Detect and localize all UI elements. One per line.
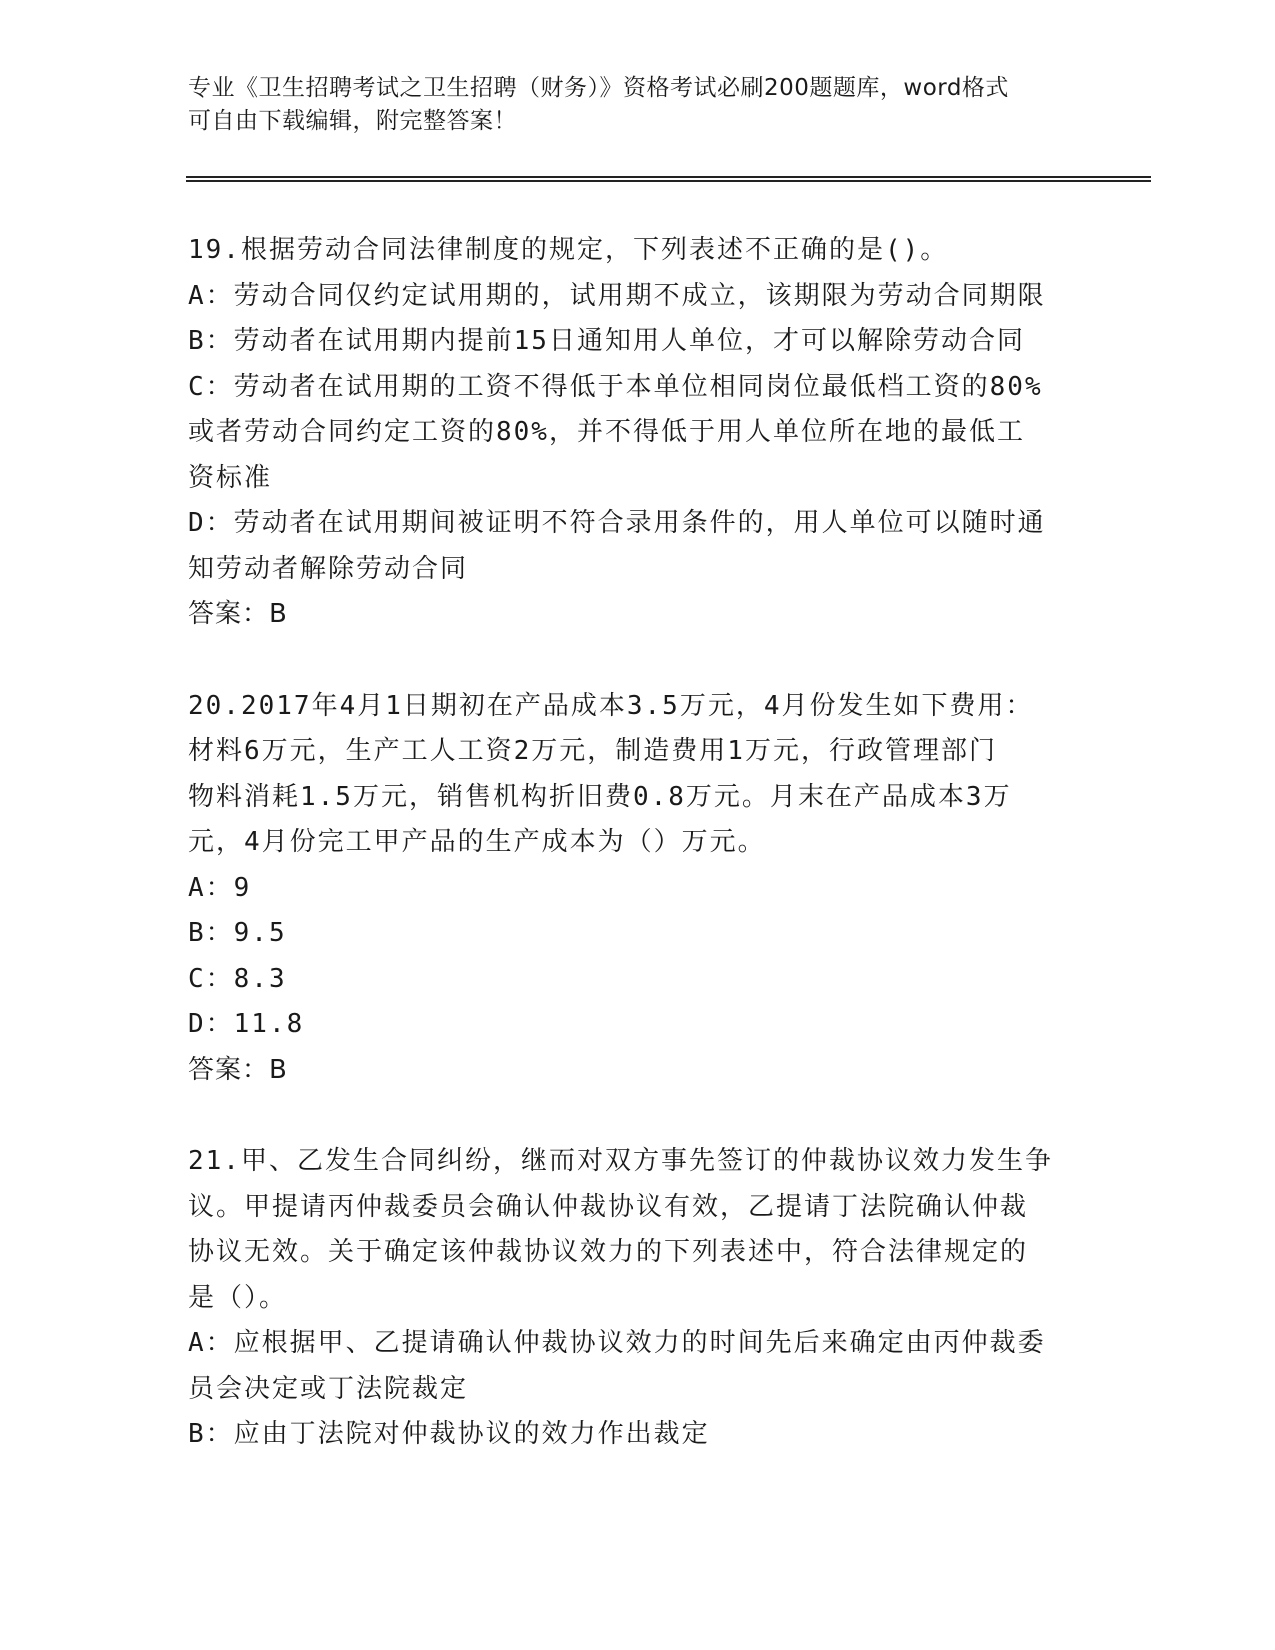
question-19 [188,228,1088,638]
question-text-line: 员会决定或丁法院裁定 [188,1373,469,1404]
question-text-line: 材料6万元，生产工人工资2万元，制造费用1万元，行政管理部门 [188,736,997,766]
question-text-line: 是（）。 [188,1282,288,1313]
question-20 [188,684,1088,1094]
question-text-line: C：劳动者在试用期的工资不得低于本单位相同岗位最低档工资的80% [188,371,1043,402]
answer-line: 答案：B [188,1054,288,1085]
question-text-line: 物料消耗1.5万元，销售机构折旧费0.8万元。月末在产品成本3万 [188,781,1012,812]
question-text-line: 资标准 [188,462,273,493]
question-stem-line: 20.2017年4月1日期初在产品成本3.5万元，4月份发生如下费用： [188,690,1034,721]
header-divider [186,176,1151,182]
document-header [188,72,1088,138]
question-text-line: B：9.5 [188,918,287,948]
question-stem-line: 19.根据劳动合同法律制度的规定，下列表述不正确的是()。 [188,235,949,265]
question-text-line: A：9 [188,872,252,903]
question-text-line: 知劳动者解除劳动合同 [188,553,469,584]
question-list [188,228,1088,1504]
header-title-line-1: 专业《卫生招聘考试之卫生招聘（财务）》资格考试必刷200题题库，word格式 [188,75,1009,101]
header-title-line-2: 可自由下载编辑，附完整答案！ [188,108,517,134]
question-text-line: D：劳动者在试用期间被证明不符合录用条件的，用人单位可以随时通 [188,508,1046,538]
question-text-line: 协议无效。关于确定该仲裁协议效力的下列表述中，符合法律规定的 [188,1237,1029,1267]
question-text-line: A：劳动合同仅约定试用期的，试用期不成立，该期限为劳动合同期限 [188,280,1046,311]
question-text-line: B：应由丁法院对仲裁协议的效力作出裁定 [188,1419,710,1449]
question-21 [188,1139,1088,1458]
question-text-line: D：11.8 [188,1009,305,1039]
question-text-line: 元，4月份完工甲产品的生产成本为（）万元。 [188,827,766,857]
question-text-line: C：8.3 [188,963,287,994]
question-text-line: 议。甲提请丙仲裁委员会确认仲裁协议有效，乙提请丁法院确认仲裁 [188,1191,1029,1222]
question-text-line: B：劳动者在试用期内提前15日通知用人单位，才可以解除劳动合同 [188,326,1025,356]
question-text-line: A：应根据甲、乙提请确认仲裁协议效力的时间先后来确定由丙仲裁委 [188,1328,1046,1358]
answer-line: 答案：B [188,599,288,629]
question-stem-line: 21.甲、乙发生合同纠纷，继而对双方事先签订的仲裁协议效力发生争 [188,1146,1053,1176]
question-text-line: 或者劳动合同约定工资的80%，并不得低于用人单位所在地的最低工 [188,417,1025,447]
